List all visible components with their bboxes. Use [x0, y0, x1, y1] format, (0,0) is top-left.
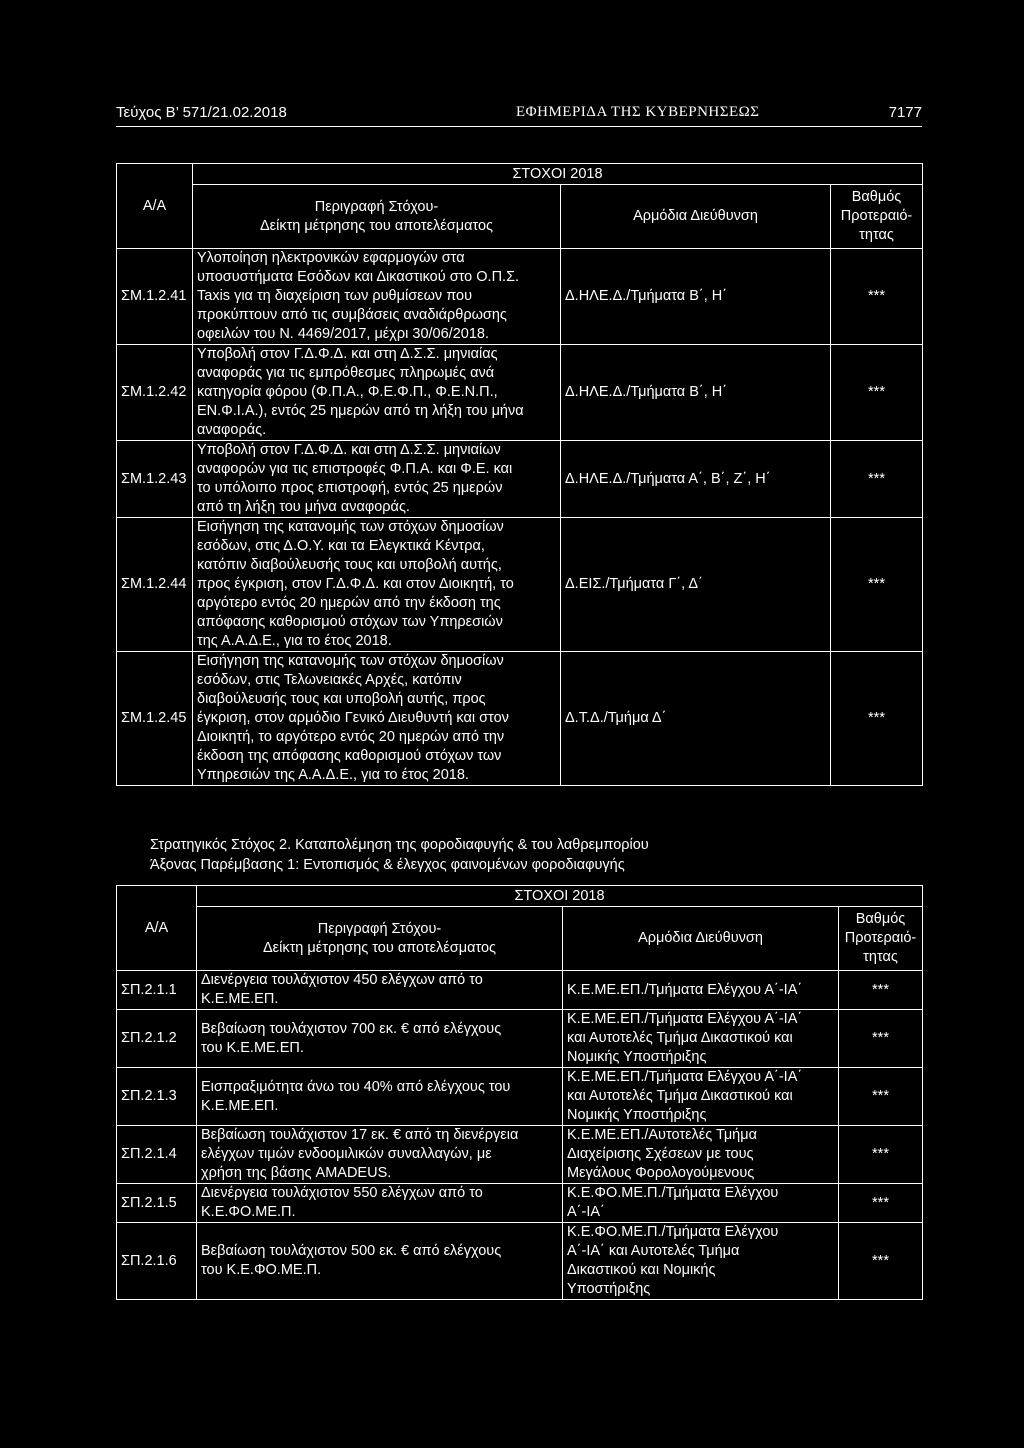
- table-row: [117, 1010, 923, 1068]
- goal-code: ΣΜ.1.2.44: [117, 518, 193, 652]
- priority-level: ***: [831, 441, 923, 518]
- goal-description: [193, 345, 561, 441]
- responsible-directorate: [563, 1223, 839, 1300]
- goal-description-line: προς έγκριση, στον Γ.Δ.Φ.Δ. και στον Διοικητή, το: [197, 576, 514, 592]
- goal-description-line: διαβούλευσής τους και υποβολή αυτής, προς: [197, 691, 486, 707]
- col-desc-header-line: Περιγραφή Στόχου-: [314, 198, 439, 215]
- col-priority-header: [831, 185, 923, 249]
- priority-level: ***: [839, 1010, 923, 1068]
- responsible-directorate-line: Α΄-ΙΑ΄: [567, 1204, 605, 1220]
- priority-level: ***: [839, 1184, 923, 1223]
- table-row: [117, 249, 923, 345]
- col-desc-header-line: Δείκτη μέτρησης του αποτελέσματος: [259, 217, 494, 234]
- responsible-directorate: [563, 1184, 839, 1223]
- goal-description: [193, 518, 561, 652]
- goal-description-line: κατηγορία φόρου (Φ.Π.Α., Φ.Ε.Φ.Π., Φ.Ε.Ν.Π.,: [197, 384, 498, 400]
- responsible-directorate-line: Υποστήριξης: [567, 1281, 651, 1297]
- goal-description-line: της Α.Α.Δ.Ε., για το έτος 2018.: [197, 633, 392, 649]
- goal-description-line: απόφασης καθορισμού στόχων των Υπηρεσιών: [197, 614, 503, 630]
- goal-description: [193, 249, 561, 345]
- responsible-directorate: [563, 1068, 839, 1126]
- col-priority-header-line: Προτεραιό-: [840, 208, 913, 224]
- priority-level: ***: [831, 518, 923, 652]
- goal-description-line: Υποβολή στον Γ.Δ.Φ.Δ. και στη Δ.Σ.Σ. μηνιαίων: [197, 442, 501, 458]
- strategic-goal: Στρατηγικός Στόχος 2. Καταπολέμηση της φοροδιαφυγής & του λαθρεμπορίου: [150, 837, 649, 853]
- page-number: 7177: [888, 104, 922, 121]
- goal-description-line: αναφοράς.: [197, 422, 267, 438]
- goal-code: ΣΠ.2.1.2: [117, 1010, 197, 1068]
- goal-description-line: Βεβαίωση τουλάχιστον 700 εκ. € από ελέγχους: [201, 1020, 502, 1037]
- goal-description-line: Υποβολή στον Γ.Δ.Φ.Δ. και στη Δ.Σ.Σ. μηνιαίας: [197, 346, 498, 362]
- goal-description: [197, 1223, 563, 1300]
- responsible-directorate-line: Δικαστικού και Νομικής: [567, 1262, 716, 1278]
- goal-description-line: του Κ.Ε.ΦΟ.ΜΕ.Π.: [201, 1262, 322, 1278]
- goal-description-line: αναφορών για τις επιστροφές Φ.Π.Α. και Φ.Ε. και: [197, 461, 513, 477]
- priority-level: ***: [831, 345, 923, 441]
- goals-table-2: [116, 885, 923, 1300]
- group-header: ΣΤΟΧΟΙ 2018: [193, 164, 923, 185]
- responsible-directorate-line: Δ.ΕΙΣ./Τμήματα Γ΄, Δ΄: [565, 576, 703, 592]
- responsible-directorate-line: Α΄-ΙΑ΄ και Αυτοτελές Τμήμα: [567, 1243, 740, 1259]
- table-row: [117, 971, 923, 1010]
- goal-description-line: αργότερο εντός 20 ημερών από την έκδοση της: [197, 595, 501, 611]
- goal-code: ΣΠ.2.1.6: [117, 1223, 197, 1300]
- responsible-directorate-line: Νομικής Υποστήριξης: [567, 1049, 707, 1065]
- responsible-directorate-line: Δ.ΗΛΕ.Δ./Τμήματα Β΄, Η΄: [565, 384, 728, 400]
- responsible-directorate: [563, 971, 839, 1010]
- goal-code: ΣΠ.2.1.3: [117, 1068, 197, 1126]
- responsible-directorate-line: Δ.ΗΛΕ.Δ./Τμήματα Β΄, Η΄: [565, 288, 728, 304]
- goal-description-line: ΕΝ.Φ.Ι.Α.), εντός 25 ημερών από τη λήξη του μήνα: [197, 403, 524, 419]
- col-priority-header: [839, 907, 923, 971]
- responsible-directorate: [561, 441, 831, 518]
- goal-description-line: έγκριση, στον αρμόδιο Γενικό Διευθυντή και στον: [197, 710, 509, 726]
- goal-description-line: εσόδων, στις Τελωνειακές Αρχές, κατόπιν: [197, 672, 462, 688]
- col-priority-header-line: τητας: [863, 949, 898, 965]
- goal-description-line: προκύπτουν από τις συμβάσεις αναδιάρθρωσης: [197, 307, 507, 323]
- responsible-directorate-line: Κ.Ε.ΦΟ.ΜΕ.Π./Τμήματα Ελέγχου: [567, 1185, 779, 1201]
- col-desc-header: [193, 185, 561, 249]
- goal-description-line: Κ.Ε.ΦΟ.ΜΕ.Π.: [201, 1204, 296, 1220]
- responsible-directorate-line: Νομικής Υποστήριξης: [567, 1107, 707, 1123]
- responsible-directorate: [563, 1126, 839, 1184]
- goal-description: [197, 971, 563, 1010]
- goal-description: [193, 441, 561, 518]
- priority-level: ***: [831, 249, 923, 345]
- goal-code: ΣΠ.2.1.1: [117, 971, 197, 1010]
- goal-description-line: Εισπραξιμότητα άνω του 40% από ελέγχους του: [201, 1078, 511, 1095]
- table-row: [117, 518, 923, 652]
- responsible-directorate: [561, 652, 831, 786]
- goal-code: ΣΠ.2.1.5: [117, 1184, 197, 1223]
- table-row: [117, 1068, 923, 1126]
- priority-level: ***: [839, 1223, 923, 1300]
- goal-description-line: Taxis για τη διαχείριση των ρυθμίσεων που: [197, 288, 472, 304]
- goal-description-line: του Κ.Ε.ΜΕ.ΕΠ.: [201, 1039, 304, 1056]
- responsible-directorate-line: Κ.Ε.ΜΕ.ΕΠ./Αυτοτελές Τμήμα: [567, 1127, 757, 1143]
- responsible-directorate-line: και Αυτοτελές Τμήμα Δικαστικού και: [567, 1088, 793, 1104]
- goal-description-line: Βεβαίωση τουλάχιστον 500 εκ. € από ελέγχους: [201, 1243, 502, 1259]
- col-code-header: Α/Α: [117, 164, 193, 249]
- table-row: [117, 1126, 923, 1184]
- priority-level: ***: [831, 652, 923, 786]
- goal-description-line: Υπηρεσιών της Α.Α.Δ.Ε., για το έτος 2018.: [197, 767, 469, 783]
- table-row: [117, 1223, 923, 1300]
- goal-description-line: Διενέργεια τουλάχιστον 450 ελέγχων από το: [201, 972, 483, 988]
- goal-description: [197, 1068, 563, 1126]
- goal-description-line: χρήση της βάσης AMADEUS.: [201, 1165, 392, 1181]
- col-priority-header-line: τητας: [859, 227, 894, 243]
- col-unit-header: Αρμόδια Διεύθυνση: [561, 185, 831, 249]
- goal-description-line: Υλοποίηση ηλεκτρονικών εφαρμογών στα: [197, 250, 465, 266]
- goal-description-line: Κ.Ε.ΜΕ.ΕΠ.: [201, 1097, 279, 1114]
- responsible-directorate-line: Μεγάλους Φορολογούμενους: [567, 1165, 755, 1181]
- goal-description-line: ελέγχων τιμών ενδοομιλικών συναλλαγών, με: [201, 1146, 492, 1162]
- goal-description-line: Εισήγηση της κατανομής των στόχων δημοσίων: [197, 653, 504, 669]
- goal-description-line: κατόπιν διαβούλευσής τους και υποβολή αυτής,: [197, 557, 502, 573]
- goal-description-line: υποσυστήματα Εσόδων και Δικαστικού στο Ο.Π.Σ.: [197, 269, 520, 285]
- responsible-directorate-line: Δ.Τ.Δ./Τμήμα Δ΄: [565, 710, 667, 726]
- responsible-directorate-line: Κ.Ε.ΜΕ.ΕΠ./Τμήματα Ελέγχου Α΄-ΙΑ΄: [567, 1011, 803, 1027]
- col-unit-header: Αρμόδια Διεύθυνση: [563, 907, 839, 971]
- goal-description-line: Διενέργεια τουλάχιστον 550 ελέγχων από το: [201, 1185, 483, 1201]
- responsible-directorate: [561, 249, 831, 345]
- responsible-directorate: [563, 1010, 839, 1068]
- goal-description-line: αναφοράς για τις εμπρόθεσμες πληρωμές ανά: [197, 365, 495, 381]
- goal-description: [197, 1184, 563, 1223]
- goals-table-1-body: [117, 249, 923, 786]
- goal-description: [193, 652, 561, 786]
- goal-code: ΣΜ.1.2.45: [117, 652, 193, 786]
- col-code-header: Α/Α: [117, 886, 197, 971]
- responsible-directorate-line: Κ.Ε.ΜΕ.ΕΠ./Τμήματα Ελέγχου Α΄-ΙΑ΄: [567, 981, 803, 998]
- goal-description-line: το υπόλοιπο προς επιστροφή, εντός 25 ημερών: [197, 480, 503, 496]
- priority-level: ***: [839, 1068, 923, 1126]
- goal-description-line: από τη λήξη του μήνα αναφοράς.: [197, 499, 410, 515]
- goals-table-1: [116, 163, 923, 786]
- goal-code: ΣΜ.1.2.41: [117, 249, 193, 345]
- table-row: [117, 441, 923, 518]
- goals-table-2-body: [117, 971, 923, 1300]
- responsible-directorate-line: Δ.ΗΛΕ.Δ./Τμήματα Α΄, Β΄, Ζ΄, Η΄: [565, 470, 771, 487]
- table-row: [117, 1184, 923, 1223]
- col-desc-header-line: Περιγραφή Στόχου-: [317, 920, 442, 937]
- gazette-title: ΕΦΗΜΕΡΙΔΑ ΤΗΣ ΚΥΒΕΡΝΗΣΕΩΣ: [516, 104, 760, 120]
- goal-description-line: Κ.Ε.ΜΕ.ΕΠ.: [201, 991, 279, 1007]
- col-priority-header-line: Βαθμός: [851, 189, 902, 205]
- responsible-directorate: [561, 345, 831, 441]
- responsible-directorate-line: Διαχείρισης Σχέσεων με τους: [567, 1146, 754, 1162]
- responsible-directorate-line: Κ.Ε.ΜΕ.ΕΠ./Τμήματα Ελέγχου Α΄-ΙΑ΄: [567, 1069, 803, 1085]
- group-header: ΣΤΟΧΟΙ 2018: [197, 886, 923, 907]
- responsible-directorate: [561, 518, 831, 652]
- goal-description-line: Εισήγηση της κατανομής των στόχων δημοσίων: [197, 519, 504, 535]
- goal-code: ΣΜ.1.2.42: [117, 345, 193, 441]
- goal-description-line: Βεβαίωση τουλάχιστον 17 εκ. € από τη διενέργεια: [201, 1127, 519, 1143]
- goal-description-line: έκδοση της απόφασης καθορισμού στόχων των: [197, 748, 502, 764]
- goal-code: ΣΜ.1.2.43: [117, 441, 193, 518]
- responsible-directorate-line: Κ.Ε.ΦΟ.ΜΕ.Π./Τμήματα Ελέγχου: [567, 1224, 779, 1240]
- goal-description-line: εσόδων, στις Δ.Ο.Υ. και τα Ελεγκτικά Κέντρα,: [197, 538, 485, 554]
- col-desc-header: [197, 907, 563, 971]
- goal-description: [197, 1126, 563, 1184]
- table-row: [117, 652, 923, 786]
- priority-level: ***: [839, 1126, 923, 1184]
- col-priority-header-line: Προτεραιό-: [844, 930, 917, 946]
- page-header: [116, 100, 922, 127]
- col-priority-header-line: Βαθμός: [855, 911, 906, 927]
- goal-description: [197, 1010, 563, 1068]
- table-row: [117, 345, 923, 441]
- goal-description-line: οφειλών του Ν. 4469/2017, μέχρι 30/06/2018.: [197, 326, 489, 342]
- responsible-directorate-line: και Αυτοτελές Τμήμα Δικαστικού και: [567, 1030, 793, 1046]
- goal-description-line: Διοικητή, το αργότερο εντός 20 ημερών από την: [197, 729, 505, 745]
- priority-level: ***: [839, 971, 923, 1010]
- col-desc-header-line: Δείκτη μέτρησης του αποτελέσματος: [262, 939, 497, 956]
- intervention-axis: Άξονας Παρέμβασης 1: Εντοπισμός & έλεγχος φαινομένων φοροδιαφυγής: [150, 857, 625, 873]
- goal-code: ΣΠ.2.1.4: [117, 1126, 197, 1184]
- issue-number: Τεύχος Β’ 571/21.02.2018: [116, 104, 287, 121]
